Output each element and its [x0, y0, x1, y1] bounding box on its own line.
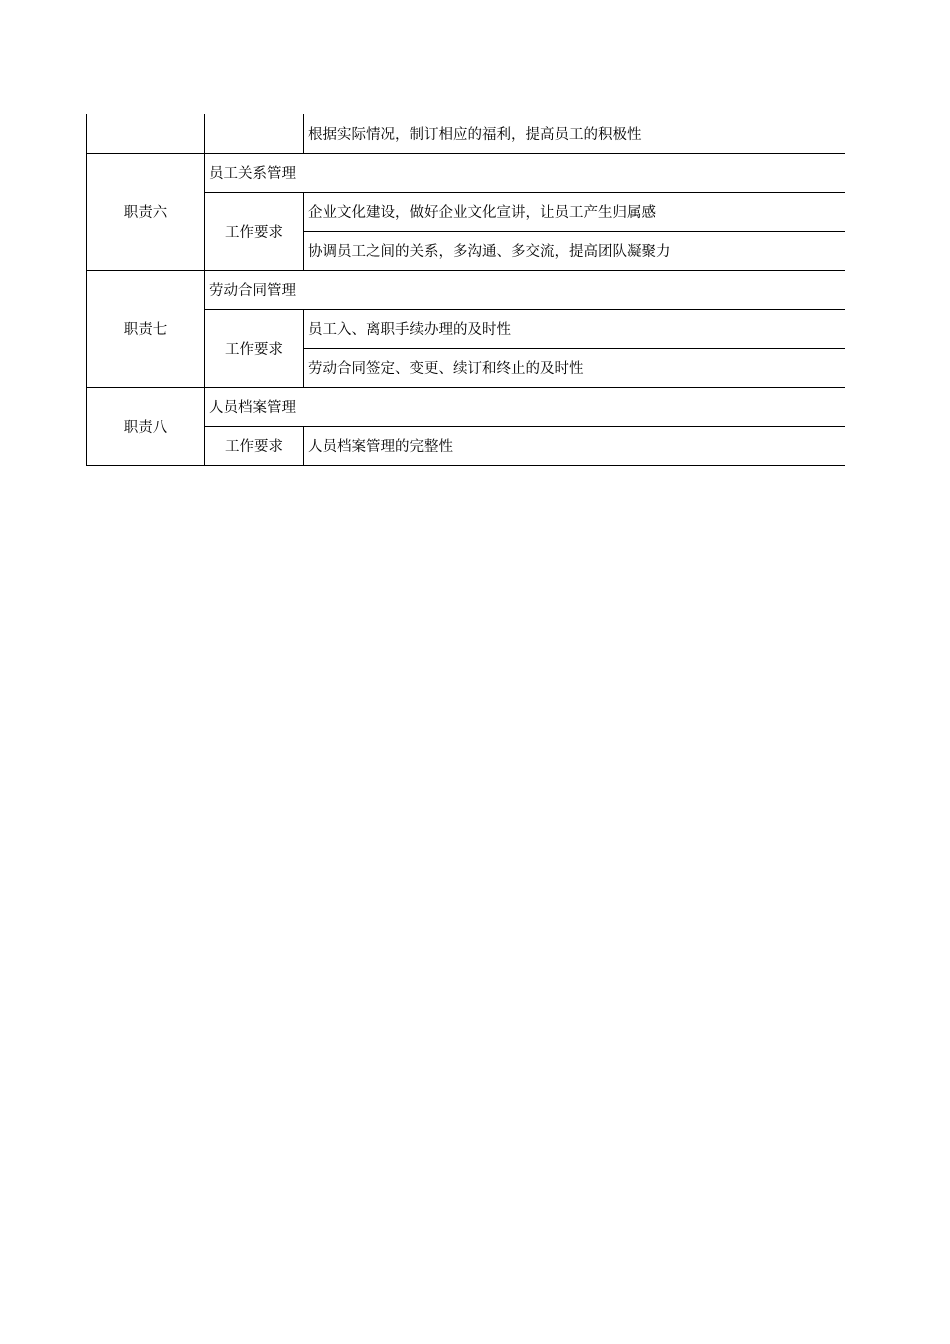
requirement-cell: 企业文化建设，做好企业文化宣讲，让员工产生归属感 — [304, 192, 845, 231]
requirement-cell: 根据实际情况，制订相应的福利，提高员工的积极性 — [304, 114, 845, 153]
requirement-label: 工作要求 — [205, 192, 304, 270]
duty-label-cell-empty — [87, 114, 205, 153]
duty-title: 员工关系管理 — [205, 153, 845, 192]
duties-table — [86, 114, 845, 466]
table-row — [87, 114, 845, 153]
duty-label: 职责七 — [87, 270, 205, 387]
table-row — [87, 270, 845, 309]
requirement-cell: 人员档案管理的完整性 — [304, 426, 845, 465]
table-row — [87, 153, 845, 192]
requirement-label: 工作要求 — [205, 426, 304, 465]
duty-label: 职责六 — [87, 153, 205, 270]
requirement-cell: 协调员工之间的关系，多沟通、多交流，提高团队凝聚力 — [304, 231, 845, 270]
req-label-cell-empty — [205, 114, 304, 153]
duty-title: 人员档案管理 — [205, 387, 845, 426]
requirement-label: 工作要求 — [205, 309, 304, 387]
requirement-cell: 员工入、离职手续办理的及时性 — [304, 309, 845, 348]
duty-label: 职责八 — [87, 387, 205, 465]
duty-title: 劳动合同管理 — [205, 270, 845, 309]
table-row — [87, 387, 845, 426]
requirement-cell: 劳动合同签定、变更、续订和终止的及时性 — [304, 348, 845, 387]
